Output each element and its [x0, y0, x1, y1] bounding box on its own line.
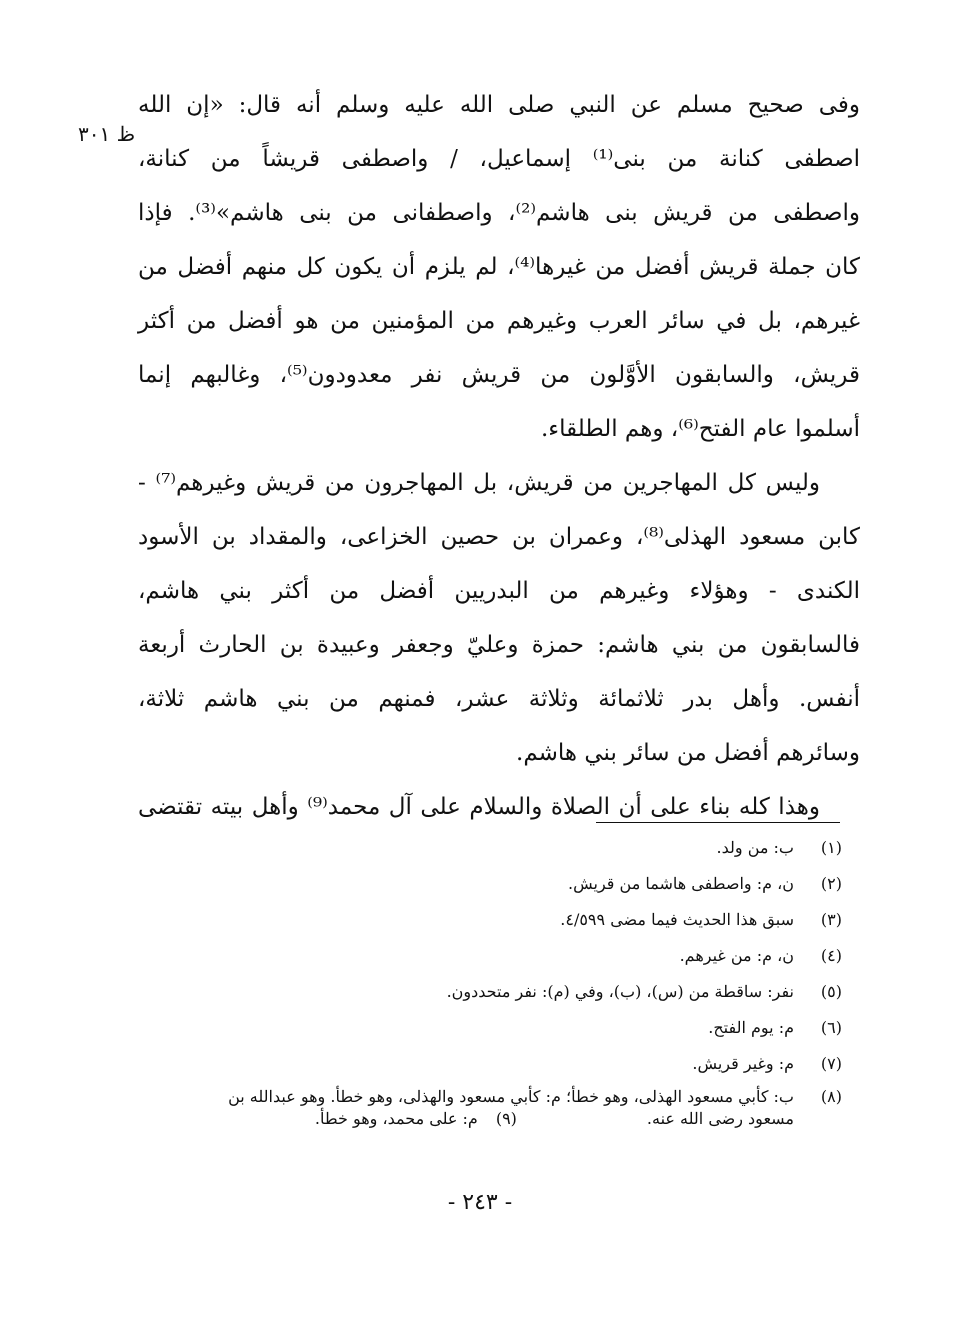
footnote [120, 1010, 842, 1046]
footnote [120, 866, 842, 902]
footnote [120, 830, 842, 866]
footnote-text: ب: من ولد. [716, 838, 794, 857]
footnote [120, 1082, 842, 1130]
text-line: كابن مسعود الهذلى⁽⁸⁾، وعمران بن حصين الخزاعى، والمقداد بن الأسود [138, 524, 860, 550]
footnote-number: (١) [820, 838, 842, 857]
footnote-number: (٢) [820, 874, 842, 893]
footnote-text: ن، م: من غيرهم. [679, 946, 794, 965]
text-line: وليس كل المهاجرين من قريش، بل المهاجرون من قريش وغيرهم⁽⁷⁾ - [138, 470, 820, 496]
text-line: وفى صحيح مسلم عن النبي صلى الله عليه وسلم أنه قال: «إن الله [138, 92, 860, 118]
footnote-separator [596, 822, 840, 823]
footnote-text: م: يوم الفتح. [708, 1018, 794, 1037]
text-line: غيرهم، بل في سائر العرب وغيرهم من المؤمنين من هو أفضل من أكثر [138, 308, 860, 334]
text-line: وهذا كله بناء على أن الصلاة والسلام على آل محمد⁽⁹⁾ وأهل بيته تقتضى [138, 794, 820, 820]
footnote-number: (٣) [820, 910, 842, 929]
footnote-number: (٥) [820, 982, 842, 1001]
footnote [120, 1046, 842, 1082]
footnote-number: (٩) [495, 1109, 517, 1128]
text-line: الكندى - وهؤلاء وغيرهم من البدريين أفضل من أكثر بني هاشم، [138, 578, 860, 604]
text-line: أسلموا عام الفتح⁽⁶⁾، وهم الطلقاء. [540, 416, 860, 442]
margin-reference: ظ ٣٠١ [78, 122, 136, 146]
footnote-text: م: على محمد، وهو خطأ. [314, 1109, 478, 1128]
footnote [120, 938, 842, 974]
footnote-text: نفر: ساقطة من (س)، (ب)، وفي (م): نفر متحددون. [446, 982, 794, 1001]
main-text [138, 78, 860, 834]
footnote-text: سبق هذا الحديث فيما مضى ٤/٥٩٩. [560, 910, 794, 929]
footnote-text: ب: كأبي مسعود الهذلى، وهو خطأ؛ م: كأبي مسعود والهذلى، وهو خطأ. وهو عبدالله بن [228, 1087, 794, 1106]
footnote-text: ن، م: واصطفى هاشما من قريش. [568, 874, 794, 893]
text-line: فالسابقون من بني هاشم: حمزة وعليّ وجعفر وعبيدة بن الحارث أربعة [138, 632, 860, 658]
text-line: وسائرهم أفضل من سائر بني هاشم. [516, 740, 860, 766]
footnote-text-continued: مسعود رضى الله عنه. [646, 1109, 794, 1128]
footnote-number: (٨) [820, 1087, 842, 1106]
footnote [120, 974, 842, 1010]
footnote-number: (٧) [820, 1054, 842, 1073]
text-line: كان جملة قريش أفضل من غيرها⁽⁴⁾، لم يلزم أن يكون كل منهم أفضل من [138, 254, 860, 280]
text-line: اصطفى كنانة من بنى⁽¹⁾ إسماعيل، / واصطفى قريشاً من كنانة، [138, 146, 860, 172]
footnote-text: م: وغير قريش. [692, 1054, 794, 1073]
footnote [120, 902, 842, 938]
page-number: - ٢٤٣ - [447, 1190, 513, 1215]
text-line: أنفس. وأهل بدر ثلاثمائة وثلاثة عشر، فمنهم من بني هاشم ثلاثة، [138, 686, 861, 712]
text-line: واصطفى من قريش بنى هاشم⁽²⁾، واصطفانى من بنى هاشم»⁽³⁾. فإذا [138, 200, 861, 226]
footnote-number: (٤) [820, 946, 842, 965]
footnotes [120, 830, 842, 1130]
footnote-number: (٦) [820, 1018, 842, 1037]
text-line: قريش، والسابقون الأوَّلون من قريش نفر معدودون⁽⁵⁾، وغالبهم إنما [138, 362, 860, 388]
